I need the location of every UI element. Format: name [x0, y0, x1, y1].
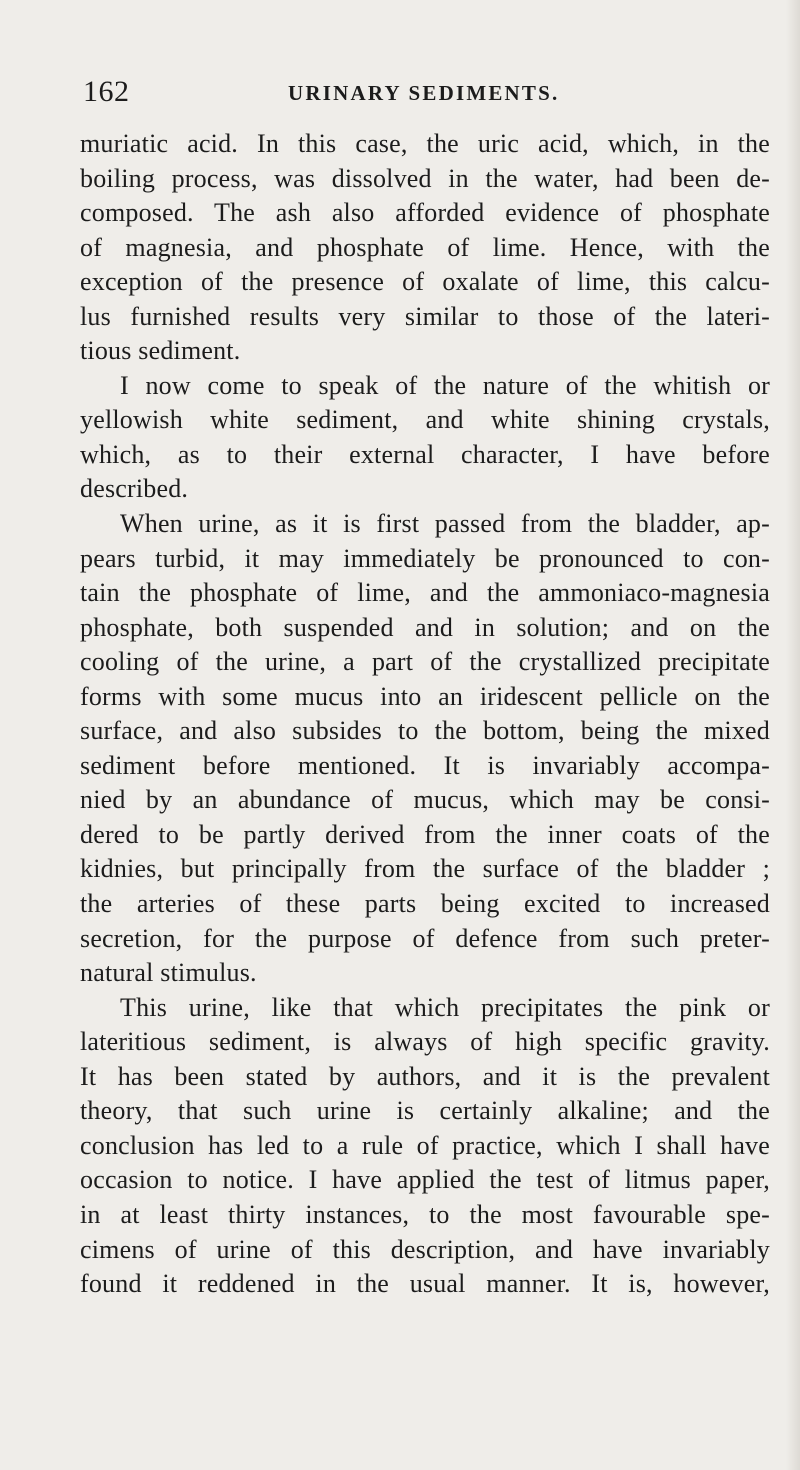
text-line: of magnesia, and phosphate of lime. Hence, with the: [80, 232, 770, 262]
text-line: secretion, for the purpose of defence from such preter-: [80, 923, 770, 953]
page-number: 162: [83, 75, 130, 108]
text-line: It has been stated by authors, and it is the prevalent: [80, 1061, 770, 1091]
text-line: theory, that such urine is certainly alkaline; and the: [80, 1096, 770, 1126]
page-header: [0, 74, 800, 114]
text-line: When urine, as it is first passed from the bladder, ap-: [120, 509, 770, 539]
text-line: forms with some mucus into an iridescent pellicle on the: [80, 681, 770, 711]
running-head: URINARY SEDIMENTS.: [288, 81, 560, 105]
page-edge-shadow: [786, 0, 800, 1470]
body-text: [80, 127, 770, 1302]
text-line: lus furnished results very similar to those of the lateri-: [80, 301, 770, 331]
text-line: in at least thirty instances, to the most favourable spe-: [80, 1199, 770, 1229]
text-line: pears turbid, it may immediately be pronounced to con-: [80, 543, 770, 573]
text-line: kidnies, but principally from the surface of the bladder ;: [80, 854, 770, 884]
text-line: natural stimulus.: [80, 958, 257, 988]
text-line: This urine, like that which precipitates the pink or: [120, 992, 770, 1022]
text-line: which, as to their external character, I have before: [80, 439, 770, 469]
text-line: phosphate, both suspended and in solution; and on the: [80, 612, 770, 642]
text-line: dered to be partly derived from the inner coats of the: [80, 819, 770, 849]
text-line: nied by an abundance of mucus, which may be consi-: [80, 785, 770, 815]
text-line: occasion to notice. I have applied the test of litmus paper,: [80, 1165, 770, 1195]
text-line: tain the phosphate of lime, and the ammoniaco-magnesia: [80, 578, 770, 608]
text-line: sediment before mentioned. It is invariably accompa-: [80, 750, 770, 780]
text-line: described.: [80, 474, 189, 504]
text-line: muriatic acid. In this case, the uric acid, which, in the: [80, 129, 770, 158]
text-line: found it reddened in the usual manner. It is, however,: [80, 1269, 770, 1299]
text-line: composed. The ash also afforded evidence of phosphate: [80, 198, 770, 228]
text-line: the arteries of these parts being excited to increased: [80, 889, 770, 919]
text-line: yellowish white sediment, and white shining crystals,: [80, 405, 770, 435]
text-line: exception of the presence of oxalate of lime, this calcu-: [80, 267, 770, 297]
text-line: conclusion has led to a rule of practice, which I shall have: [80, 1130, 770, 1160]
text-line: tious sediment.: [80, 336, 241, 366]
text-line: boiling process, was dissolved in the water, had been de-: [80, 163, 770, 193]
text-line: lateritious sediment, is always of high specific gravity.: [80, 1027, 770, 1057]
text-line: surface, and also subsides to the bottom, being the mixed: [80, 716, 770, 746]
text-line: cimens of urine of this description, and have invariably: [80, 1234, 770, 1264]
text-line: cooling of the urine, a part of the crystallized precipitate: [80, 647, 770, 677]
text-line: I now come to speak of the nature of the whitish or: [120, 370, 770, 400]
